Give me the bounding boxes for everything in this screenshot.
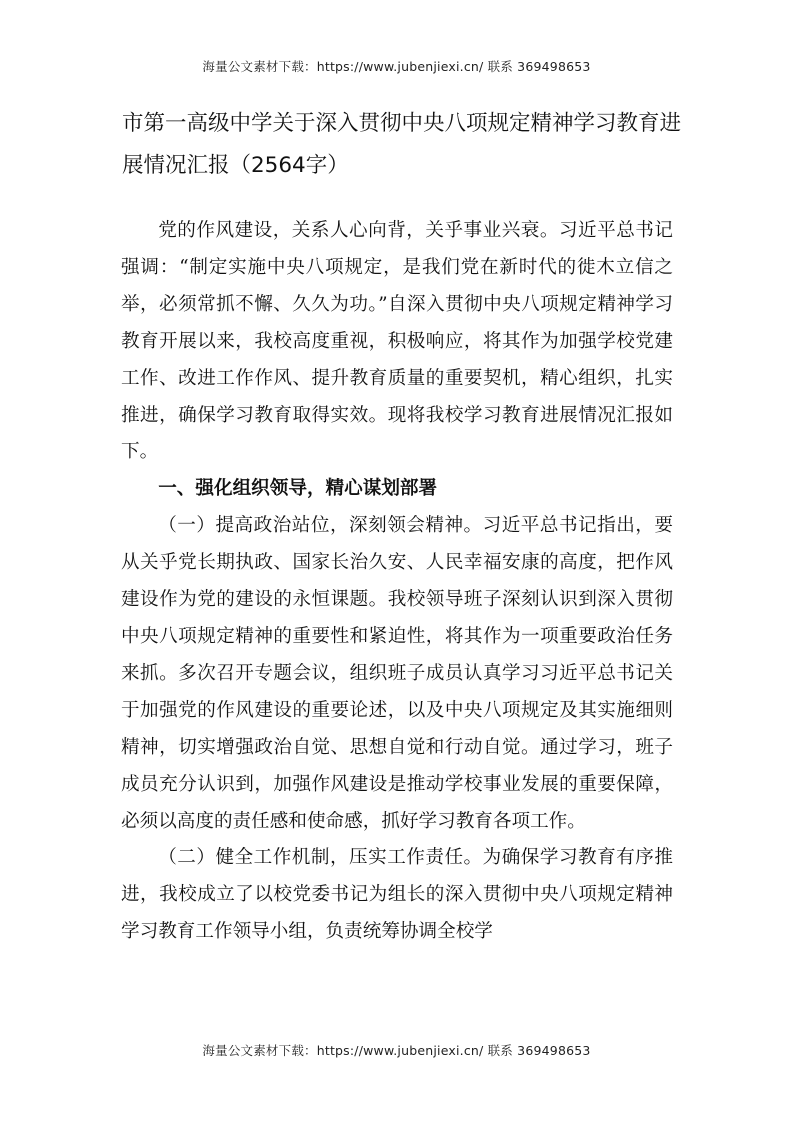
section-heading: 一、强化组织领导，精心谋划部署 [158, 478, 438, 500]
body-paragraph: （一）提高政治站位，深刻领会精神。习近平总书记指出，要从关乎党长期执政、国家长治久安、人民幸福安康的高度，把作风建设作为党的建设的永恒课题。我校领导班子深刻认识到深入贯彻中央八项规定精神的重要性和紧迫性，将其作为一项重要政治任务来抓。多次召开专题会议，组织班子成员认真学习习近平总书记关于加强党的作风建设的重要论述，以及中央八项规定及其实施细则精神，切实增强政治自觉、思想自觉和行动自觉。通过学习，班子成员充分认识到，加强作风建设是推动学校事业发展的重要保障，必须以高度的责任感和使命感，抓好学习教育各项工作。 [121, 515, 673, 832]
page-footer: 海量公文素材下载：https://www.jubenjiexi.cn/ 联系 369498653 [202, 1043, 591, 1058]
document-body [121, 213, 673, 951]
document-title: 市第一高级中学关于深入贯彻中央八项规定精神学习教育进展情况汇报（2564字） [122, 111, 682, 178]
intro-paragraph: 党的作风建设，关系人心向背，关乎事业兴衰。习近平总书记强调：“制定实施中央八项规定，是我们党在新时代的徙木立信之举，必须常抓不懈、久久为功。”自深入贯彻中央八项规定精神学习教育开展以来，我校高度重视，积极响应，将其作为加强学校党建工作、改进工作作风、提升教育质量的重要契机，精心组织，扎实推进，确保学习教育取得实效。现将我校学习教育进展情况汇报如下。 [121, 220, 673, 463]
body-paragraph: （二）健全工作机制，压实工作责任。为确保学习教育有序推进，我校成立了以校党委书记为组长的深入贯彻中央八项规定精神学习教育工作领导小组，负责统筹协调全校学 [121, 847, 673, 943]
page-header: 海量公文素材下载：https://www.jubenjiexi.cn/ 联系 369498653 [202, 59, 591, 74]
